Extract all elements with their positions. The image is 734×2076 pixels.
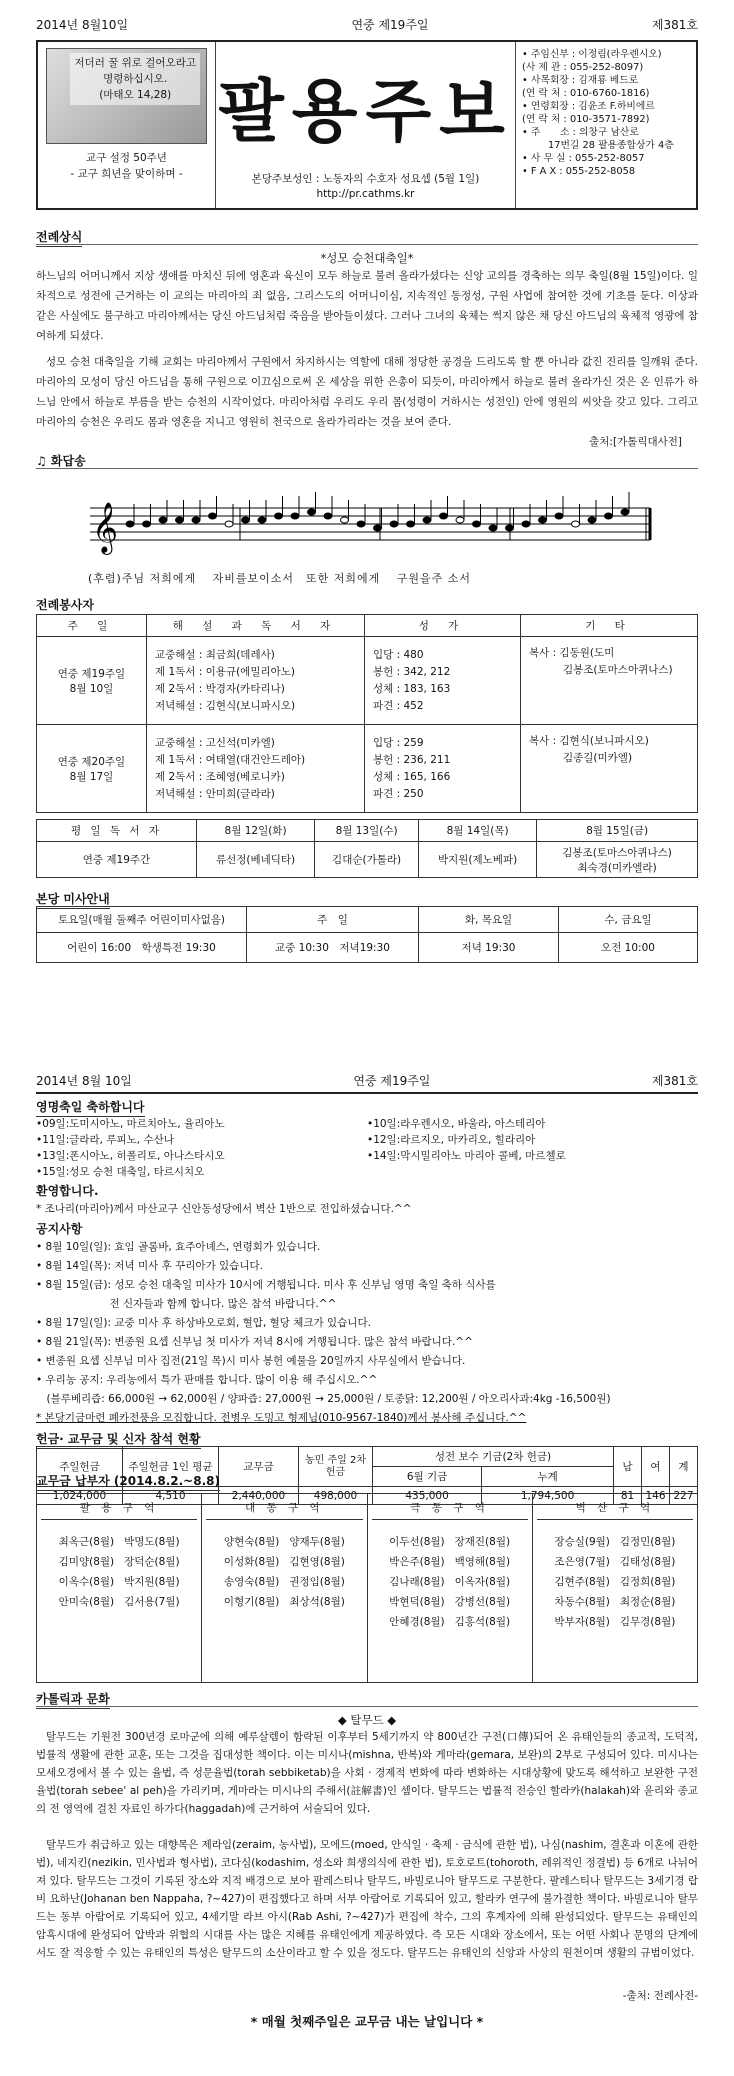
dues-payer: 최옥근(8월) (58, 1536, 115, 1548)
music-note (242, 517, 250, 523)
dues-payer: 김미양(8월) (58, 1556, 115, 1568)
music-staff (90, 488, 690, 566)
liturgy-paragraph-2: 성모 승천 대축일을 기해 교회는 마리아께서 구원에서 차지하시는 역할에 대해 정당한 공경을 드리도록 할 뿐 아니라 값진 진리를 일깨워 준다. 마리아의 모성이 당신 아드님을 통해 구원으로 이끄심으로써 온 세상을 위한 은총이 되듯이, 마리아께서 하늘로 불려 올라가신 것은 온 인류가 하느님 안에서 하늘로 부름을 받는 승천의 시작이었다. 마리아처럼 우리도 우리 몸(성령이 거하시는 성전인) 안에 영원의 씨앗을 갖고 있다. 그리고 마리아의 승천은 우리도 몸과 영혼을 지니고 영원히 천국으로 올라가리라는 것을 보여 준다. (36, 356, 698, 428)
music-note (126, 521, 134, 527)
dues-payer: 김서용(7월) (124, 1596, 180, 1608)
dues-payer: 장재진(8월) (454, 1536, 511, 1548)
divider (36, 1706, 698, 1707)
dues-payer: 이옥자(8월) (454, 1576, 511, 1588)
list-item: • 8월 14일(목): 저녁 미사 후 꾸리아가 있습니다. (36, 1260, 263, 1272)
col-header: 성 가 (365, 615, 521, 637)
col-header: 해 설 과 독 서 자 (147, 615, 365, 637)
masthead-left (38, 42, 216, 208)
dues-payer: 양재두(8월) (289, 1536, 345, 1548)
music-note (209, 513, 217, 519)
notice-heading: 공지사항 (36, 1222, 83, 1236)
dues-payer: 조은영(7월) (554, 1556, 610, 1568)
liturgy-source: 출처:[가톨릭대사전] (589, 436, 682, 448)
music-note (489, 525, 497, 531)
dues-payer: 양현숙(8월) (223, 1536, 280, 1548)
dues-payer: 김정희(8월) (619, 1576, 676, 1588)
culture-paragraph-1: 탈무드는 기원전 300년경 로마군에 의해 예루살렘이 함락된 이후부터 5세기까지 약 800년간 구전(口傳)되어 온 유태인들의 종교적, 도덕적, 법률적 생활에 관한 교훈, 또는 그것을 집대성한 책이다. 이는 미시나(mishna, 반복)와 게마라(gemara, 보완)의 2부로 구성되어 있다. 미시나는 모세오경에서 볼 수 있는 율법, 즉 성문율법(torah sebbiketab)을 사회 · 경제적 변화에 따라 변화하는 시대상황에 맞도록 해석하고 보완한 구전율법(torah sebee' al peh)을 가리키며, 게마라는 미시나의 주해서(註解書)인 셈이다. 탈무드는 법률적 전승인 할라카(halakah)와 윤리와 종교의 전 영역에 걸친 자료인 하가다(haggadah)에 근거하여 서술되어 있다. (36, 1731, 698, 1815)
table-row (37, 725, 698, 813)
dues-payer: 장승실(9월) (554, 1536, 610, 1548)
dues-payer: 이성화(8월) (223, 1556, 280, 1568)
dues-payer: 백영해(8월) (454, 1556, 511, 1568)
dues-heading: 교무금 납부자 (2014.8.2.~8.8) (36, 1472, 220, 1491)
music-note (357, 521, 365, 527)
dues-zone-column (368, 1494, 533, 1682)
header-line (36, 16, 698, 33)
music-note (456, 517, 464, 523)
dues-payer: 김현주(8월) (554, 1576, 610, 1588)
table-row: 어린이 16:00 학생특전 19:30 교중 10:30 저녁19:30 저녁 19:30 오전 10:00 (37, 933, 698, 963)
music-note (473, 521, 481, 527)
servers-table (36, 614, 698, 878)
col-header: 기 타 (521, 615, 698, 637)
dues-payer: 박부자(8월) (554, 1616, 610, 1628)
contact-info: • 주임신부 : 이정림(라우렌시오) (사 제 관 : 055-252-8097) • 사목회장 : 김재룡 베드로 (연 락 처 : 010-6760-1816) • 연령회장 : 김윤조 F.하비에르 (연 락 처 : 010-3571-7892) • 주 소 : 의창구 남산로 17번길 28 팔용종합상가 4층 • 사 무 실 : 055-252-8057 • F A X : 055-252-8058 (522, 49, 674, 177)
zone-name: 벽 산 구 역 (537, 1500, 693, 1520)
list-item: • 8월 17일(일): 교중 미사 후 하상바오로회, 혈압, 혈당 체크가 있습니다. (36, 1317, 371, 1329)
dues-zone-column (202, 1494, 367, 1682)
feast-list: •09일:도미시아노, 마르치아노, 율리아노 •11일:글라라, 루피노, 수산나 •13일:폰시아노, 히폴리토, 아나스타시오 •15일:성모 승천 대축일, 타르시치오 •10일:라우렌시오, 바울라, 아스테리아 •12일:라르지오, 마카리오, 힐라리아 •14일:막시밀리아노 마리아 콜베, 마르첼로 (36, 1118, 566, 1178)
music-note (390, 521, 398, 527)
dues-payer: 이두선(8월) (389, 1536, 445, 1548)
music-note (225, 521, 233, 527)
culture-source: -출처: 전례사전- (622, 1990, 698, 2002)
music-note (407, 521, 415, 527)
dues-payer: 최상석(8월) (289, 1596, 345, 1608)
footer-notice: * 매월 첫째주일은 교무금 내는 날입니다 * (250, 2014, 484, 2029)
notice-list (36, 1238, 698, 1428)
psalm-heading: ♫ 화답송 (36, 454, 86, 468)
divider (36, 1092, 698, 1094)
music-note (522, 521, 530, 527)
patron-info: 본당주보성인 : 노동자의 수호자 성요셉 (5월 1일) http://pr.cathms.kr (216, 172, 515, 202)
music-note (539, 517, 547, 523)
website-link[interactable]: http://pr.cathms.kr (316, 188, 415, 200)
hymns-cell: 입당 : 480 봉헌 : 342, 212 성체 : 183, 163 파견 : 452 (365, 637, 521, 725)
music-note (192, 517, 200, 523)
readers-cell: 교중해설 : 최금희(데레사) 제 1독서 : 이용규(에밀리아노) 제 2독서 : 박경자(카타리나) 저녁해설 : 김현식(보니파시오) (147, 637, 365, 725)
psalm-lyrics: (후렴)주님 저희에게 자비를보이소서 또한 저희에게 구원을주 소서 (88, 572, 471, 585)
servers-heading: 전례봉사자 (36, 596, 94, 615)
list-item: 전 신자들과 함께 합니다. 많은 참석 바랍니다.^^ (36, 1298, 337, 1310)
issue-date: 2014년 8월10일 (36, 18, 129, 32)
issue-date: 2014년 8월 10일 (36, 1074, 132, 1088)
dues-payer: 김정민(8월) (619, 1536, 676, 1548)
list-item: • 8월 21일(목): 변종원 요셉 신부님 첫 미사가 저녁 8시에 거행됩니다. 많은 참석 바랍니다.^^ (36, 1336, 473, 1348)
header-line-2 (36, 1072, 698, 1089)
dues-payer: 강병선(8월) (454, 1596, 511, 1608)
finance-table: 주일헌금 주일헌금 1인 평균 교무금 농민 주일 2차 헌금 성전 보수 기금(2차 헌금) 남 여 계 6월 기금 누계 1,024,000 4,510 2,440,000 498,000 435,000 1,794,500 81 146 227 (36, 1446, 698, 1505)
dues-payer: 권정임(8월) (289, 1576, 345, 1588)
dues-payer: 최정순(8월) (619, 1596, 676, 1608)
weekday-header: 평 일 독 서 자 (37, 820, 197, 842)
week-cell: 연중 제20주일 8월 17일 (37, 725, 147, 813)
liturgical-week: 연중 제19주일 (353, 1074, 431, 1088)
zone-name: 팔 용 구 역 (41, 1500, 197, 1520)
svg-text:𝄞: 𝄞 (92, 502, 119, 553)
bulletin-title: 팔용주보 (218, 72, 513, 152)
music-note (374, 525, 382, 531)
culture-title: ◆ 탈무드 ◆ (337, 1713, 397, 1727)
music-note (143, 521, 151, 527)
anniversary-text: 교구 설정 50주년 - 교구 희년을 맞이하며 - (70, 152, 183, 180)
readers-cell: 교중해설 : 고신석(미카엘) 제 1독서 : 여태열(대건안드레아) 제 2독서 : 조혜영(베로니카) 저녁해설 : 안미희(글라라) (147, 725, 365, 813)
music-note (506, 525, 514, 531)
table-row: 1,024,000 4,510 2,440,000 498,000 435,000 1,794,500 81 146 227 (37, 1487, 698, 1505)
music-note (572, 521, 580, 527)
music-note (621, 509, 629, 515)
list-item: • 8월 15일(금): 성모 승천 대축일 미사가 10시에 거행됩니다. 미사 후 신부님 영명 축일 축하 식사를 (36, 1279, 496, 1291)
dues-payer: 김나래(8월) (389, 1576, 445, 1588)
page-one (0, 0, 734, 1000)
divider (36, 468, 698, 469)
issue-number: 제381호 (651, 18, 698, 32)
mass-schedule-table: 토요일(매월 둘째주 어린이미사없음) 주 일 화, 목요일 수, 금요일 어린이 16:00 학생특전 19:30 교중 10:30 저녁19:30 저녁 19:30 오전 10:00 (36, 906, 698, 963)
dues-payer: 김현영(8월) (289, 1556, 345, 1568)
etc-cell: 복사 : 김동원(도미 김봉조(토마스아퀴나스) (521, 637, 698, 725)
dues-payer: 박명도(8월) (124, 1536, 180, 1548)
welcome-text: * 조나리(마리아)께서 마산교구 신안동성당에서 벽산 1반으로 전입하셨습니다.^^ (36, 1203, 412, 1215)
gospel-quote: 저더러 꿀 위로 걸어오라고 명령하십시오. (마태오 14,28) (70, 53, 200, 105)
divider (36, 244, 698, 245)
dues-zone-column (533, 1494, 697, 1682)
feast-heading: 영명축일 축하합니다 (36, 1098, 145, 1117)
masthead (36, 40, 698, 210)
zone-name: 극 동 구 역 (372, 1500, 528, 1520)
music-note (176, 517, 184, 523)
zone-name: 대 동 구 역 (206, 1500, 362, 1520)
music-note (423, 517, 431, 523)
music-note (291, 513, 299, 519)
dues-box (36, 1493, 698, 1683)
dues-payer: 박지원(8월) (124, 1576, 180, 1588)
col-header: 주 일 (37, 615, 147, 637)
liturgical-week: 연중 제19주일 (351, 18, 429, 32)
music-note (555, 513, 563, 519)
week-cell: 연중 제19주일 8월 10일 (37, 637, 147, 725)
issue-number: 제381호 (651, 1074, 698, 1088)
list-item: (블루베리즙: 66,000원 → 62,000원 / 양파즙: 27,000원 → 25,000원 / 토종닭: 12,200원 / 아오리사과:4kg -16,500원) (36, 1393, 611, 1405)
music-note (258, 517, 266, 523)
list-item: • 우리농 공지: 우리농에서 특가 판매를 합니다. 많이 이용 해 주십시오.^^ (36, 1374, 378, 1386)
liturgy-paragraph-1: 하느님의 어머니께서 지상 생애를 마치신 뒤에 영혼과 육신이 모두 하늘로 불려 올라가셨다는 신앙 교의를 경축하는 의무 축일(8월 15일)이다. 일차적으로 성전에 근거하는 이 교의는 마리아의 죄 없음, 그리스도의 어머니이심, 지속적인 동정성, 구원 사업에 참여한 것에 기초를 둔다. 이상과 같은 사실에도 불구하고 마리아께서는 당신 아드님처럼 죽음을 받아들이셨다. 그러나 그녀의 육체는 썩지 않은 채 당신 아드님의 육체적 영광에 참여하게 되셨다. (36, 270, 698, 342)
table-row (37, 637, 698, 725)
dues-payer: 차동수(8월) (554, 1596, 610, 1608)
masthead-center (216, 42, 516, 208)
dues-payer: 박은주(8월) (389, 1556, 445, 1568)
list-item: * 본당기금마련 폐카전풍을 모집합니다. 전병우 도밍고 형제님(010-9567-1840)께서 봉사해 주십니다.^^ (36, 1412, 527, 1424)
music-note (275, 513, 283, 519)
culture-heading: 카톨릭과 문화 (36, 1690, 110, 1709)
dues-payer: 김무경(8월) (619, 1616, 676, 1628)
dues-payer: 장덕순(8월) (124, 1556, 180, 1568)
dues-payer: 이형기(8월) (223, 1596, 280, 1608)
dues-payer: 송영숙(8월) (223, 1576, 280, 1588)
dues-payer: 안혜경(8월) (389, 1616, 445, 1628)
dues-payer: 김홍석(8월) (454, 1616, 511, 1628)
weekday-readers-table: 평 일 독 서 자 8월 12일(화) 8월 13일(수) 8월 14일(목) 8월 15일(금) 연중 제19주간 류선정(베네딕타) 김대순(가톨라) 박지원(제노베파) 김봉조(토마스아퀴나스) 최숙경(미카엘라) (36, 819, 698, 878)
music-note (605, 513, 613, 519)
dues-payer: 안미숙(8월) (58, 1596, 115, 1608)
dues-payer: 이옥수(8월) (58, 1576, 115, 1588)
dues-zone-column (37, 1494, 202, 1682)
music-note (324, 513, 332, 519)
music-note (308, 509, 316, 515)
culture-paragraph-2: 탈무드가 취급하고 있는 대향목은 제라임(zeraim, 농사법), 모에드(moed, 안식일 · 축제 · 금식에 관한 법), 나심(nashim, 결혼과 이혼에 관한 법), 네지킨(nezikin, 민사법과 형사법), 코다심(kodashim, 성소와 희생의식에 관한 법), 토호로트(tohoroth, 레위적인 정결법) 등 6개로 나뉘어져 있다. 탈무드는 그것이 기록된 장소와 지적 배경으로 보아 팔레스티나 탈무드, 바빌로니아 탈무드로 구분한다. 팔레스티나 탈무드는 3세기경 랍비 요하난(Johanan ben Nappaha, ?~427)이 편집했다고 하며 서부 아람어로 기록되어 있고, 할라카 연구에 불가결한 책이다. 바빌로니아 탈무드는 동부 아람어로 기록되어 있고, 4세기말 라브 아시(Rab Ashi, ?~427)가 편집에 착수, 그의 후계자에 의해 완성되었다. 탈무드는 유태인의 암흑시대에 완성되어 압박과 위협의 시대를 사는 많은 지혜를 유태인에게 제공하였다. 즉 모든 시대와 장소에서, 또는 어떤 사회나 문명의 단계에서도 잘 적응할 수 있는 유태인의 특성은 탈무드의 소산이라고 할 수 있을 정도다. 탈무드는 유태인의 신앙과 사상의 원천이며 생활의 규범이었다. (36, 1839, 698, 1959)
music-note (588, 517, 596, 523)
table-row: 연중 제19주간 류선정(베네딕타) 김대순(가톨라) 박지원(제노베파) 김봉조(토마스아퀴나스) 최숙경(미카엘라) (37, 842, 698, 878)
mass-heading: 본당 미사안내 (36, 890, 110, 909)
music-note (341, 517, 349, 523)
etc-cell: 복사 : 김현식(보니파시오) 김종길(미카엘) (521, 725, 698, 813)
finance-heading: 헌금· 교무금 및 신자 참석 현황 (36, 1430, 201, 1449)
list-item: • 8월 10일(일): 효임 골롬바, 효주아녜스, 연령회가 있습니다. (36, 1241, 321, 1253)
music-note (159, 517, 167, 523)
dues-payer: 박현덕(8월) (389, 1596, 445, 1608)
liturgy-heading: 전례상식 (36, 228, 82, 247)
music-note (440, 513, 448, 519)
welcome-heading: 환영합니다. (36, 1184, 99, 1198)
dues-payer: 김태성(8월) (619, 1556, 676, 1568)
liturgy-title: *성모 승천대축일* (320, 251, 414, 265)
quote-image (46, 48, 207, 144)
list-item: • 변종원 요셉 신부님 미사 집전(21일 목)시 미사 봉헌 예물을 20일까지 사무실에서 받습니다. (36, 1355, 466, 1367)
hymns-cell: 입당 : 259 봉헌 : 236, 211 성체 : 165, 166 파견 : 250 (365, 725, 521, 813)
